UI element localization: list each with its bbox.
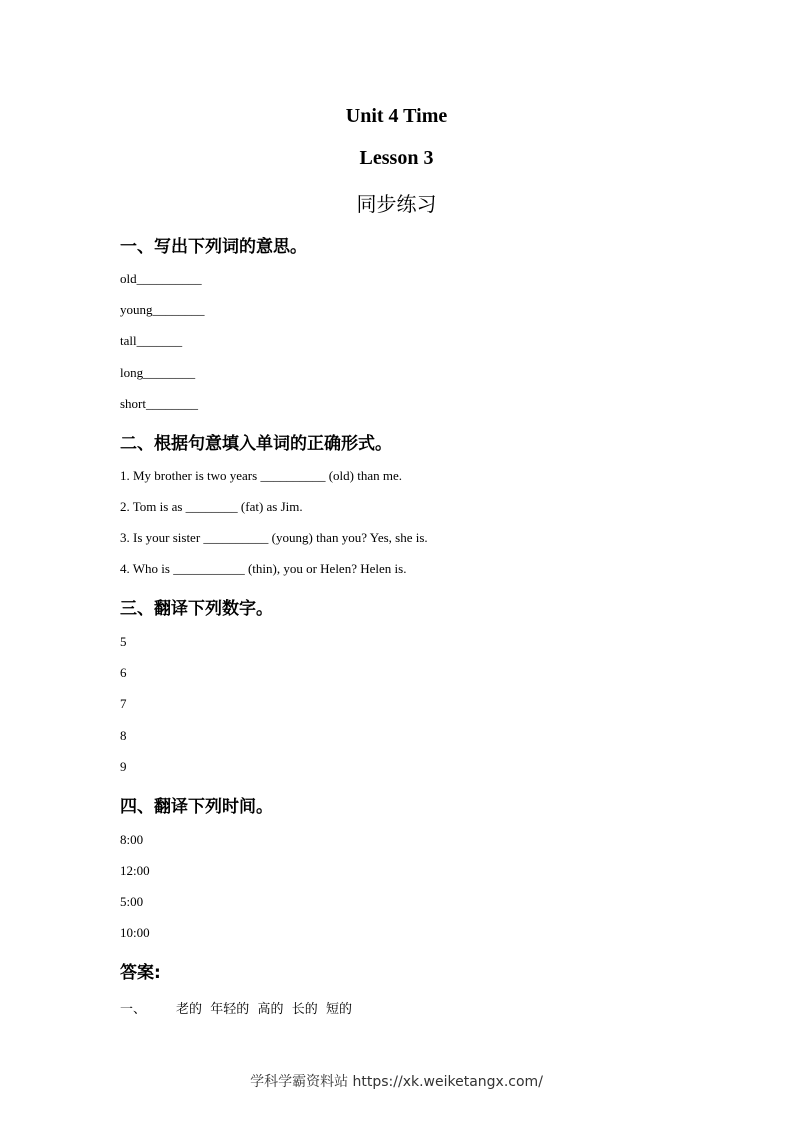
section-2-item: 4. Who is ___________ (thin), you or Helen? Helen is. (120, 561, 407, 576)
answers-row-1-text: 老的 年轻的 高的 长的 短的 (176, 1002, 353, 1017)
section-3-item: 8 (120, 728, 127, 743)
exercise-subtitle: 同步练习 (356, 192, 437, 216)
section-4-item: 12:00 (120, 863, 150, 878)
section-1-item: short________ (120, 396, 198, 411)
section-1-item: old__________ (120, 271, 202, 286)
section-2-item: 2. Tom is as ________ (fat) as Jim. (120, 499, 303, 514)
section-2-item: 1. My brother is two years __________ (old) than me. (120, 468, 402, 483)
section-3-heading: 三、翻译下列数字。 (120, 599, 273, 619)
section-3-item: 6 (120, 665, 127, 680)
answers-heading: 答案: (120, 963, 161, 983)
section-3-item: 7 (120, 696, 127, 711)
section-1-item: tall_______ (120, 333, 183, 348)
unit-title: Unit 4 Time (345, 105, 448, 127)
answers-row-1-label: 一、 (120, 1002, 147, 1017)
section-3-item: 5 (120, 634, 127, 649)
section-4-item: 5:00 (120, 894, 144, 909)
section-2-heading: 二、根据句意填入单词的正确形式。 (120, 434, 392, 454)
lesson-title: Lesson 3 (359, 147, 434, 169)
section-4-item: 8:00 (120, 832, 144, 847)
section-1-item: long________ (120, 365, 196, 380)
section-1-heading: 一、写出下列词的意思。 (120, 237, 307, 257)
section-3-item: 9 (120, 759, 127, 774)
footer-watermark: 学科学霸资料站 https://xk.weiketangx.com/ (250, 1074, 543, 1090)
section-4-item: 10:00 (120, 925, 150, 940)
section-2-item: 3. Is your sister __________ (young) than you? Yes, she is. (120, 530, 428, 545)
section-4-heading: 四、翻译下列时间。 (120, 797, 273, 817)
section-1-item: young________ (120, 302, 205, 317)
